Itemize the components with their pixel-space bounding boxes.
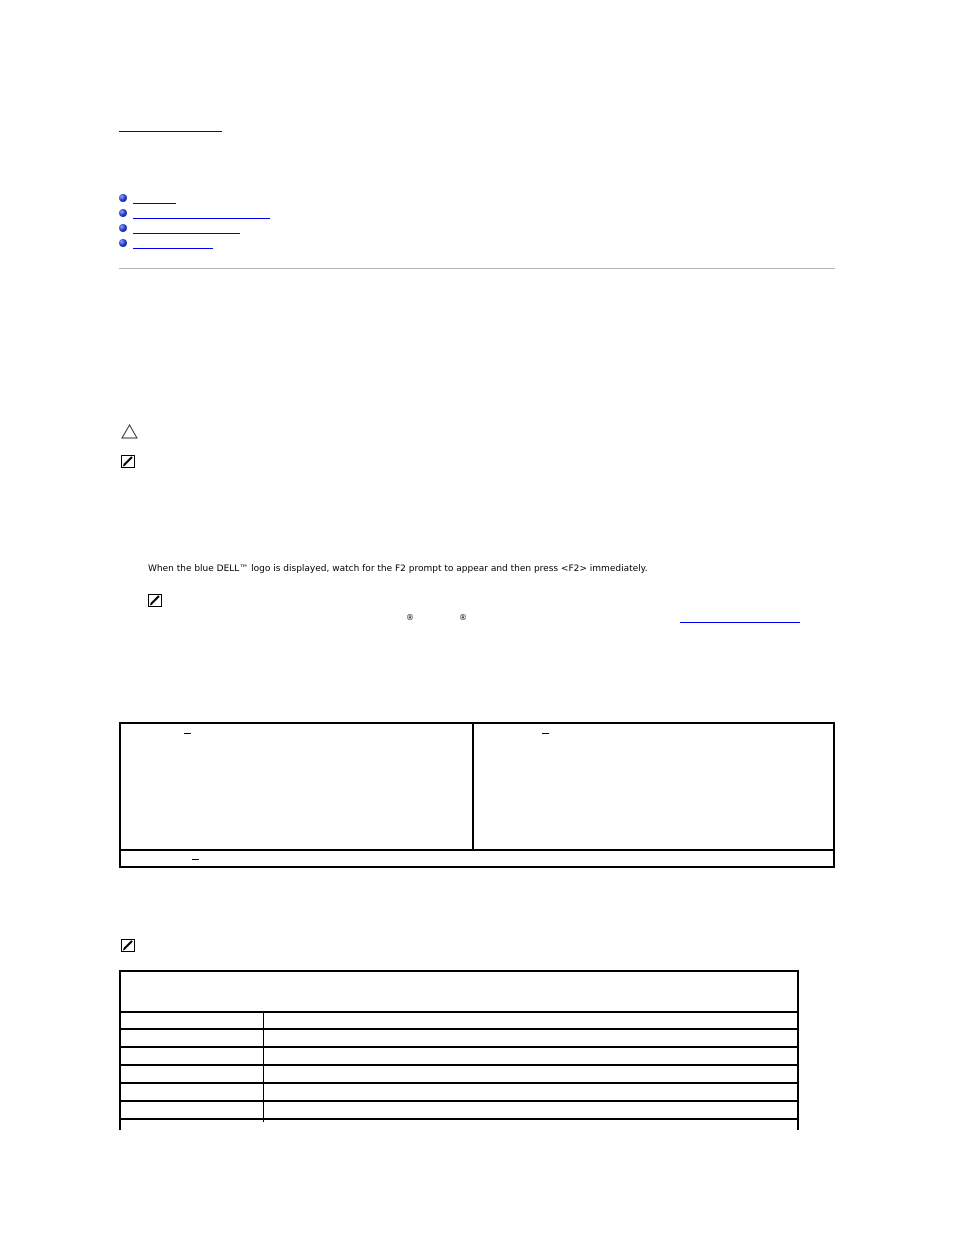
setup-cell-marker: [184, 733, 191, 734]
back-to-contents-link[interactable]: [119, 131, 222, 132]
horizontal-rule: [119, 268, 835, 269]
note-link[interactable]: [680, 622, 800, 623]
section-link-3[interactable]: [133, 233, 240, 234]
blue-bullet-icon: [119, 224, 127, 232]
section-link-4[interactable]: [133, 248, 213, 249]
registered-mark: ®: [459, 613, 467, 622]
setup-screen-frame: [119, 722, 835, 868]
table-row-line: [119, 1064, 799, 1066]
setup-cell-marker: [192, 859, 199, 860]
blue-bullet-icon: [119, 209, 127, 217]
table-row-line: [119, 1082, 799, 1084]
options-table-frame: [119, 970, 799, 1130]
table-row-line: [119, 1118, 799, 1120]
table-row-line: [119, 1046, 799, 1048]
setup-cell-marker: [542, 733, 549, 734]
setup-row-divider: [119, 849, 835, 851]
blue-bullet-icon: [119, 194, 127, 202]
section-link-2[interactable]: [133, 218, 270, 219]
note-pencil-icon: [121, 939, 135, 952]
section-link-1[interactable]: [133, 203, 176, 204]
table-column-divider: [263, 1012, 264, 1122]
blue-bullet-icon: [119, 239, 127, 247]
table-row-line: [119, 1011, 799, 1013]
table-row-line: [119, 1028, 799, 1030]
setup-column-divider: [472, 722, 474, 850]
note-pencil-icon: [148, 594, 162, 607]
caution-triangle-icon: [121, 424, 138, 439]
step-instruction: When the blue DELL™ logo is displayed, watch for the F2 prompt to appear and then press <F2> immediately.: [148, 564, 648, 574]
table-row-line: [119, 1100, 799, 1102]
note-pencil-icon: [121, 455, 135, 468]
registered-mark: ®: [406, 613, 414, 622]
